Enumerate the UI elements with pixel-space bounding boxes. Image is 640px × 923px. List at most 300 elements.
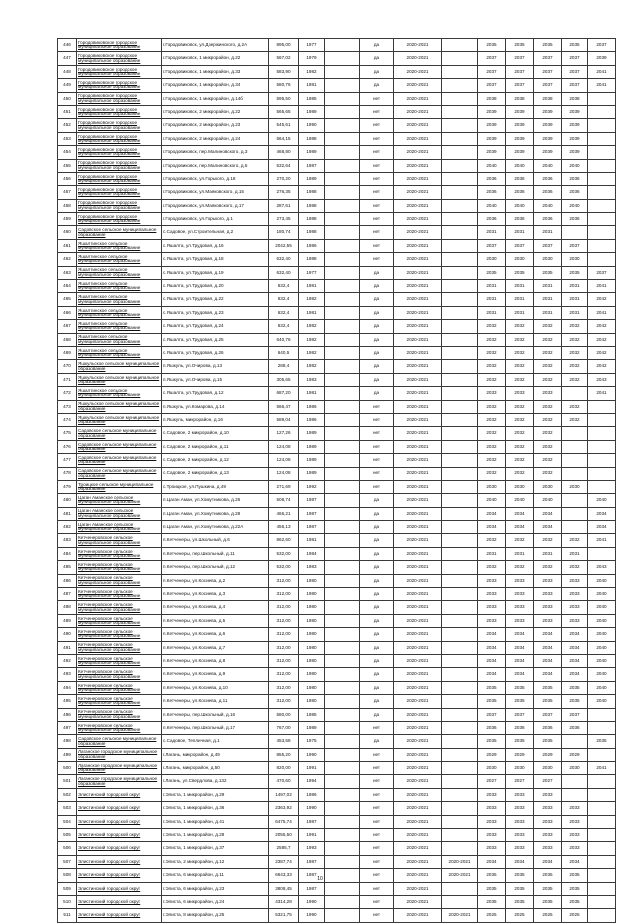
year-4: 2039 xyxy=(562,146,588,159)
area: 565,65 xyxy=(269,105,299,118)
municipality: Кетченеровское сельское муниципальное образование xyxy=(77,641,162,654)
period: 2020-2021 xyxy=(394,802,442,815)
year-3: 2029 xyxy=(534,748,562,761)
year-3: 2032 xyxy=(534,320,562,333)
year-built: 1990 xyxy=(299,748,325,761)
year-3: 2032 xyxy=(534,440,562,453)
row-number: 471 xyxy=(58,373,77,386)
municipality: Яшкульское сельское муниципальное образование xyxy=(77,373,162,386)
gas-flag: нет xyxy=(360,802,394,815)
year-3: 2032 xyxy=(534,534,562,547)
period-2 xyxy=(442,253,478,266)
address: с.Яшалта, ул.Трудовая, д.26 xyxy=(162,346,269,359)
year-3: 2034 xyxy=(534,521,562,534)
gas-flag: нет xyxy=(360,199,394,212)
row-number: 467 xyxy=(58,320,77,333)
year-2: 2030 xyxy=(506,253,534,266)
gas-flag: нет xyxy=(360,172,394,185)
year-built: 1983 xyxy=(299,373,325,386)
year-built: 1989 xyxy=(299,146,325,159)
table-row xyxy=(58,762,616,775)
row-number: 463 xyxy=(58,266,77,279)
period-2 xyxy=(442,721,478,734)
address: п.Кетченеры, пер.Школьный, д.11 xyxy=(162,547,269,560)
area: 5321,75 xyxy=(269,909,299,922)
year-5 xyxy=(588,748,616,761)
year-1: 2033 xyxy=(478,614,506,627)
table-row xyxy=(58,253,616,266)
row-number: 479 xyxy=(58,480,77,493)
area: 532,64 xyxy=(269,159,299,172)
period-2 xyxy=(442,280,478,293)
table-row xyxy=(58,494,616,507)
address: г.Городовиковск, 1 микрорайон, д.33 xyxy=(162,65,269,78)
year-1: 2033 xyxy=(478,815,506,828)
area: 180,74 xyxy=(269,226,299,239)
period: 2020-2021 xyxy=(394,467,442,480)
year-2: 2031 xyxy=(506,547,534,560)
year-5 xyxy=(588,427,616,440)
address: п.Кетченеры, ул.Косиева, д.2 xyxy=(162,574,269,587)
blank xyxy=(325,574,360,587)
year-3: 2030 xyxy=(534,762,562,775)
year-built: 1987 xyxy=(299,815,325,828)
area: 589,04 xyxy=(269,413,299,426)
period-2 xyxy=(442,293,478,306)
period: 2020-2021 xyxy=(394,735,442,748)
blank xyxy=(325,387,360,400)
area: 270,20 xyxy=(269,172,299,185)
year-5 xyxy=(588,547,616,560)
gas-flag: нет xyxy=(360,454,394,467)
address: п.Цаган Аман, ул.Хомутникова, д.22А xyxy=(162,521,269,534)
year-built: 1994 xyxy=(299,775,325,788)
year-3: 2034 xyxy=(534,855,562,868)
address: п.Цаган Аман, ул.Хомутникова, д.28 xyxy=(162,507,269,520)
year-4: 2033 xyxy=(562,601,588,614)
gas-flag: нет xyxy=(360,146,394,159)
municipality: Цаган Аманское сельское муниципальное образование xyxy=(77,494,162,507)
gas-flag: нет xyxy=(360,400,394,413)
year-4: 2033 xyxy=(562,842,588,855)
period-2 xyxy=(442,507,478,520)
gas-flag: да xyxy=(360,333,394,346)
table-row xyxy=(58,239,616,252)
blank xyxy=(325,186,360,199)
year-4: 2031 xyxy=(562,547,588,560)
period-2 xyxy=(442,39,478,52)
year-1: 2036 xyxy=(478,213,506,226)
row-number: 487 xyxy=(58,588,77,601)
table-row xyxy=(58,708,616,721)
year-5: 2037 xyxy=(588,266,616,279)
row-number: 449 xyxy=(58,79,77,92)
blank xyxy=(325,373,360,386)
municipality: Яшалтинское сельское муниципальное образование xyxy=(77,306,162,319)
year-built: 1987 xyxy=(299,882,325,895)
row-number: 499 xyxy=(58,748,77,761)
row-number: 461 xyxy=(58,239,77,252)
year-2: 2034 xyxy=(506,654,534,667)
gas-flag: нет xyxy=(360,882,394,895)
blank xyxy=(325,561,360,574)
year-1: 2030 xyxy=(478,253,506,266)
gas-flag: да xyxy=(360,373,394,386)
year-built: 1990 xyxy=(299,802,325,815)
period: 2020-2021 xyxy=(394,373,442,386)
address: с.Садовое, 2 микрорайон, д.13 xyxy=(162,467,269,480)
year-1: 2030 xyxy=(478,762,506,775)
year-3: 2032 xyxy=(534,467,562,480)
period-2 xyxy=(442,614,478,627)
blank xyxy=(325,721,360,734)
blank xyxy=(325,320,360,333)
address: г.Городовиковск, 1 микрорайон, д.22 xyxy=(162,52,269,65)
municipality: Городовиковское городское муниципальное образование xyxy=(77,186,162,199)
row-number: 474 xyxy=(58,413,77,426)
area: 470,60 xyxy=(269,775,299,788)
gas-flag: да xyxy=(360,614,394,627)
period: 2020-2021 xyxy=(394,132,442,145)
table-row xyxy=(58,641,616,654)
period-2 xyxy=(442,628,478,641)
year-1: 2037 xyxy=(478,239,506,252)
year-built: 1981 xyxy=(299,534,325,547)
area: 273,45 xyxy=(269,213,299,226)
year-built: 1988 xyxy=(299,186,325,199)
address: п.Яшкуль, ул.Очирова, д.13 xyxy=(162,360,269,373)
year-built: 1989 xyxy=(299,172,325,185)
gas-flag: да xyxy=(360,507,394,520)
area: 532,00 xyxy=(269,561,299,574)
municipality: Городовиковское городское муниципальное образование xyxy=(77,52,162,65)
year-5 xyxy=(588,105,616,118)
year-3: 2036 xyxy=(534,172,562,185)
gas-flag: да xyxy=(360,521,394,534)
year-4: 2036 xyxy=(562,213,588,226)
table-row xyxy=(58,896,616,909)
address: г.Элиста, 1 микрорайон, д.28 xyxy=(162,829,269,842)
period: 2020-2021 xyxy=(394,92,442,105)
blank xyxy=(325,65,360,78)
year-3: 2027 xyxy=(534,775,562,788)
area: 580,76 xyxy=(269,79,299,92)
year-2: 2033 xyxy=(506,842,534,855)
period: 2020-2021 xyxy=(394,226,442,239)
year-1: 2037 xyxy=(478,52,506,65)
year-1: 2034 xyxy=(478,641,506,654)
period: 2020-2021 xyxy=(394,146,442,159)
municipality: Садовское сельское муниципальное образование xyxy=(77,427,162,440)
row-number: 490 xyxy=(58,628,77,641)
year-4: 2037 xyxy=(562,65,588,78)
row-number: 466 xyxy=(58,306,77,319)
period: 2020-2021 xyxy=(394,306,442,319)
municipality: Цаган Аманское сельское муниципальное образование xyxy=(77,507,162,520)
gas-flag: нет xyxy=(360,427,394,440)
year-4: 2032 xyxy=(562,413,588,426)
row-number: 452 xyxy=(58,119,77,132)
municipality: Городовиковское городское муниципальное образование xyxy=(77,132,162,145)
period: 2020-2021 xyxy=(394,641,442,654)
municipality: Элистинский городской округ xyxy=(77,815,162,828)
period: 2020-2021 xyxy=(394,387,442,400)
period-2 xyxy=(442,896,478,909)
address: г.Городовиковск, пер.Малиновского, д.3 xyxy=(162,146,269,159)
municipality: Элистинский городской округ xyxy=(77,855,162,868)
period-2 xyxy=(442,588,478,601)
table-row xyxy=(58,480,616,493)
period-2 xyxy=(442,882,478,895)
year-built: 1977 xyxy=(299,39,325,52)
blank xyxy=(325,467,360,480)
period: 2020-2021 xyxy=(394,601,442,614)
year-4: 2032 xyxy=(562,400,588,413)
period: 2020-2021 xyxy=(394,39,442,52)
year-2: 2040 xyxy=(506,159,534,172)
address: г.Элиста, 6 микрорайон, д.24 xyxy=(162,896,269,909)
area: 271,69 xyxy=(269,480,299,493)
year-built: 1989 xyxy=(299,467,325,480)
year-1: 2035 xyxy=(478,896,506,909)
address: п.Кетченеры, ул.Школьный, д.6 xyxy=(162,534,269,547)
year-2: 2025 xyxy=(506,909,534,922)
year-3: 2032 xyxy=(534,561,562,574)
year-1: 2040 xyxy=(478,494,506,507)
year-2: 2033 xyxy=(506,614,534,627)
table-row xyxy=(58,681,616,694)
year-built: 1977 xyxy=(299,266,325,279)
row-number: 510 xyxy=(58,896,77,909)
year-built: 1980 xyxy=(299,614,325,627)
table-row xyxy=(58,882,616,895)
area: 305,65 xyxy=(269,373,299,386)
area: 312,00 xyxy=(269,614,299,627)
year-4 xyxy=(562,440,588,453)
year-1: 2031 xyxy=(478,226,506,239)
municipality: Кетченеровское сельское муниципальное образование xyxy=(77,695,162,708)
table-row xyxy=(58,65,616,78)
municipality: Яшалтинское сельское муниципальное образование xyxy=(77,293,162,306)
area: 632,40 xyxy=(269,253,299,266)
blank xyxy=(325,360,360,373)
address: с.Садовое, 2 микрорайон, д.10 xyxy=(162,427,269,440)
year-3: 2033 xyxy=(534,601,562,614)
blank xyxy=(325,52,360,65)
year-5 xyxy=(588,909,616,922)
area: 545,61 xyxy=(269,119,299,132)
address: с.Садовое, 2 микрорайон, д.12 xyxy=(162,454,269,467)
address: п.Кетченеры, ул.Косиева, д.9 xyxy=(162,668,269,681)
year-3: 2040 xyxy=(534,159,562,172)
year-5 xyxy=(588,829,616,842)
period-2 xyxy=(442,226,478,239)
year-1: 2035 xyxy=(478,266,506,279)
year-5: 2040 xyxy=(588,574,616,587)
municipality: Городовиковское городское муниципальное образование xyxy=(77,105,162,118)
address: п.Яшкуль, ул.Очирова, д.15 xyxy=(162,373,269,386)
address: с.Яшалта, ул.Трудовая, д.23 xyxy=(162,306,269,319)
blank xyxy=(325,534,360,547)
table-row xyxy=(58,534,616,547)
period-2 xyxy=(442,92,478,105)
gas-flag: да xyxy=(360,39,394,52)
address: г.Городовиковск, 2 микрорайон, д.24 xyxy=(162,132,269,145)
period: 2020-2021 xyxy=(394,360,442,373)
municipality: Кетченеровское сельское муниципальное образование xyxy=(77,547,162,560)
period-2 xyxy=(442,574,478,587)
row-number: 484 xyxy=(58,547,77,560)
address: с.Садовое, ул.Строительная, д.2 xyxy=(162,226,269,239)
municipality: Городовиковское городское муниципальное образование xyxy=(77,119,162,132)
area: 895,00 xyxy=(269,39,299,52)
blank xyxy=(325,494,360,507)
year-built: 1986 xyxy=(299,788,325,801)
year-4 xyxy=(562,226,588,239)
year-5 xyxy=(588,708,616,721)
year-1: 2031 xyxy=(478,280,506,293)
period-2 xyxy=(442,842,478,855)
year-3: 2031 xyxy=(534,280,562,293)
year-5: 2040 xyxy=(588,588,616,601)
year-1: 2034 xyxy=(478,668,506,681)
year-2: 2039 xyxy=(506,119,534,132)
period: 2020-2021 xyxy=(394,668,442,681)
housing-registry-table xyxy=(57,38,616,923)
area: 580,00 xyxy=(269,708,299,721)
municipality: Садовское сельское муниципальное образование xyxy=(77,454,162,467)
period-2 xyxy=(442,708,478,721)
address: п.Кетченеры, ул.Косиева, д.10 xyxy=(162,681,269,694)
year-4: 2040 xyxy=(562,199,588,212)
year-3: 2033 xyxy=(534,842,562,855)
period: 2020-2021 xyxy=(394,79,442,92)
year-4 xyxy=(562,427,588,440)
table-row xyxy=(58,172,616,185)
year-2: 2030 xyxy=(506,480,534,493)
year-5: 2040 xyxy=(588,614,616,627)
year-1: 2035 xyxy=(478,681,506,694)
year-built: 1982 xyxy=(299,320,325,333)
year-4: 2031 xyxy=(562,280,588,293)
year-3: 2031 xyxy=(534,226,562,239)
municipality: Элистинский городской округ xyxy=(77,842,162,855)
gas-flag: нет xyxy=(360,159,394,172)
period: 2020-2021 xyxy=(394,172,442,185)
address: г.Городовиковск, ул.Горького, д.18 xyxy=(162,172,269,185)
year-1: 2032 xyxy=(478,320,506,333)
period-2 xyxy=(442,119,478,132)
area: 820,00 xyxy=(269,762,299,775)
address: п.Кетченеры, пер.Школьный, д.16 xyxy=(162,708,269,721)
blank xyxy=(325,748,360,761)
period: 2020-2021 xyxy=(394,788,442,801)
municipality: Яшалтинское сельское муниципальное образование xyxy=(77,239,162,252)
year-1: 2035 xyxy=(478,869,506,882)
year-5 xyxy=(588,882,616,895)
table-row xyxy=(58,387,616,400)
blank xyxy=(325,39,360,52)
gas-flag: нет xyxy=(360,239,394,252)
blank xyxy=(325,333,360,346)
period-2 xyxy=(442,400,478,413)
year-4 xyxy=(562,467,588,480)
year-built: 1980 xyxy=(299,641,325,654)
period: 2020-2021 xyxy=(394,855,442,868)
table-row xyxy=(58,440,616,453)
row-number: 492 xyxy=(58,654,77,667)
year-2: 2036 xyxy=(506,186,534,199)
year-5 xyxy=(588,400,616,413)
area: 6643,33 xyxy=(269,869,299,882)
address: г.Элиста, 1 микрорайон, д.37 xyxy=(162,842,269,855)
period: 2020-2021 xyxy=(394,628,442,641)
row-number: 493 xyxy=(58,668,77,681)
period: 2020-2021 xyxy=(394,253,442,266)
gas-flag: нет xyxy=(360,467,394,480)
address: с.Яшалта, ул.Трудовая, д.20 xyxy=(162,280,269,293)
year-4: 2038 xyxy=(562,92,588,105)
table-row xyxy=(58,213,616,226)
blank xyxy=(325,146,360,159)
year-3: 2035 xyxy=(534,39,562,52)
table-row xyxy=(58,186,616,199)
municipality: Кетченеровское сельское муниципальное образование xyxy=(77,561,162,574)
blank xyxy=(325,507,360,520)
blank xyxy=(325,132,360,145)
year-4: 2031 xyxy=(562,293,588,306)
period-2 xyxy=(442,320,478,333)
municipality: Кетченеровское сельское муниципальное образование xyxy=(77,534,162,547)
year-built: 1980 xyxy=(299,588,325,601)
gas-flag: нет xyxy=(360,855,394,868)
year-1: 2040 xyxy=(478,159,506,172)
year-4: 2030 xyxy=(562,480,588,493)
period: 2020-2021 xyxy=(394,494,442,507)
period-2 xyxy=(442,172,478,185)
period: 2020-2021 xyxy=(394,547,442,560)
area: 124,08 xyxy=(269,440,299,453)
period: 2020-2021 xyxy=(394,775,442,788)
period-2 xyxy=(442,775,478,788)
address: г.Лагань, ул.Свердлова, д.132 xyxy=(162,775,269,788)
year-2: 2034 xyxy=(506,855,534,868)
period: 2020-2021 xyxy=(394,199,442,212)
year-1: 2032 xyxy=(478,413,506,426)
row-number: 504 xyxy=(58,815,77,828)
year-3: 2039 xyxy=(534,105,562,118)
row-number: 502 xyxy=(58,788,77,801)
row-number: 451 xyxy=(58,105,77,118)
year-built: 1981 xyxy=(299,280,325,293)
year-built: 1985 xyxy=(299,92,325,105)
year-1: 2033 xyxy=(478,788,506,801)
period-2 xyxy=(442,480,478,493)
year-4: 2032 xyxy=(562,333,588,346)
blank xyxy=(325,842,360,855)
area: 468,80 xyxy=(269,146,299,159)
row-number: 456 xyxy=(58,172,77,185)
year-built: 1993 xyxy=(299,842,325,855)
area: 276,35 xyxy=(269,186,299,199)
year-4: 2035 xyxy=(562,681,588,694)
municipality: Кетченеровское сельское муниципальное образование xyxy=(77,588,162,601)
year-1: 2037 xyxy=(478,708,506,721)
year-1: 2033 xyxy=(478,842,506,855)
year-4: 2035 xyxy=(562,39,588,52)
blank xyxy=(325,855,360,868)
year-3: 2031 xyxy=(534,547,562,560)
